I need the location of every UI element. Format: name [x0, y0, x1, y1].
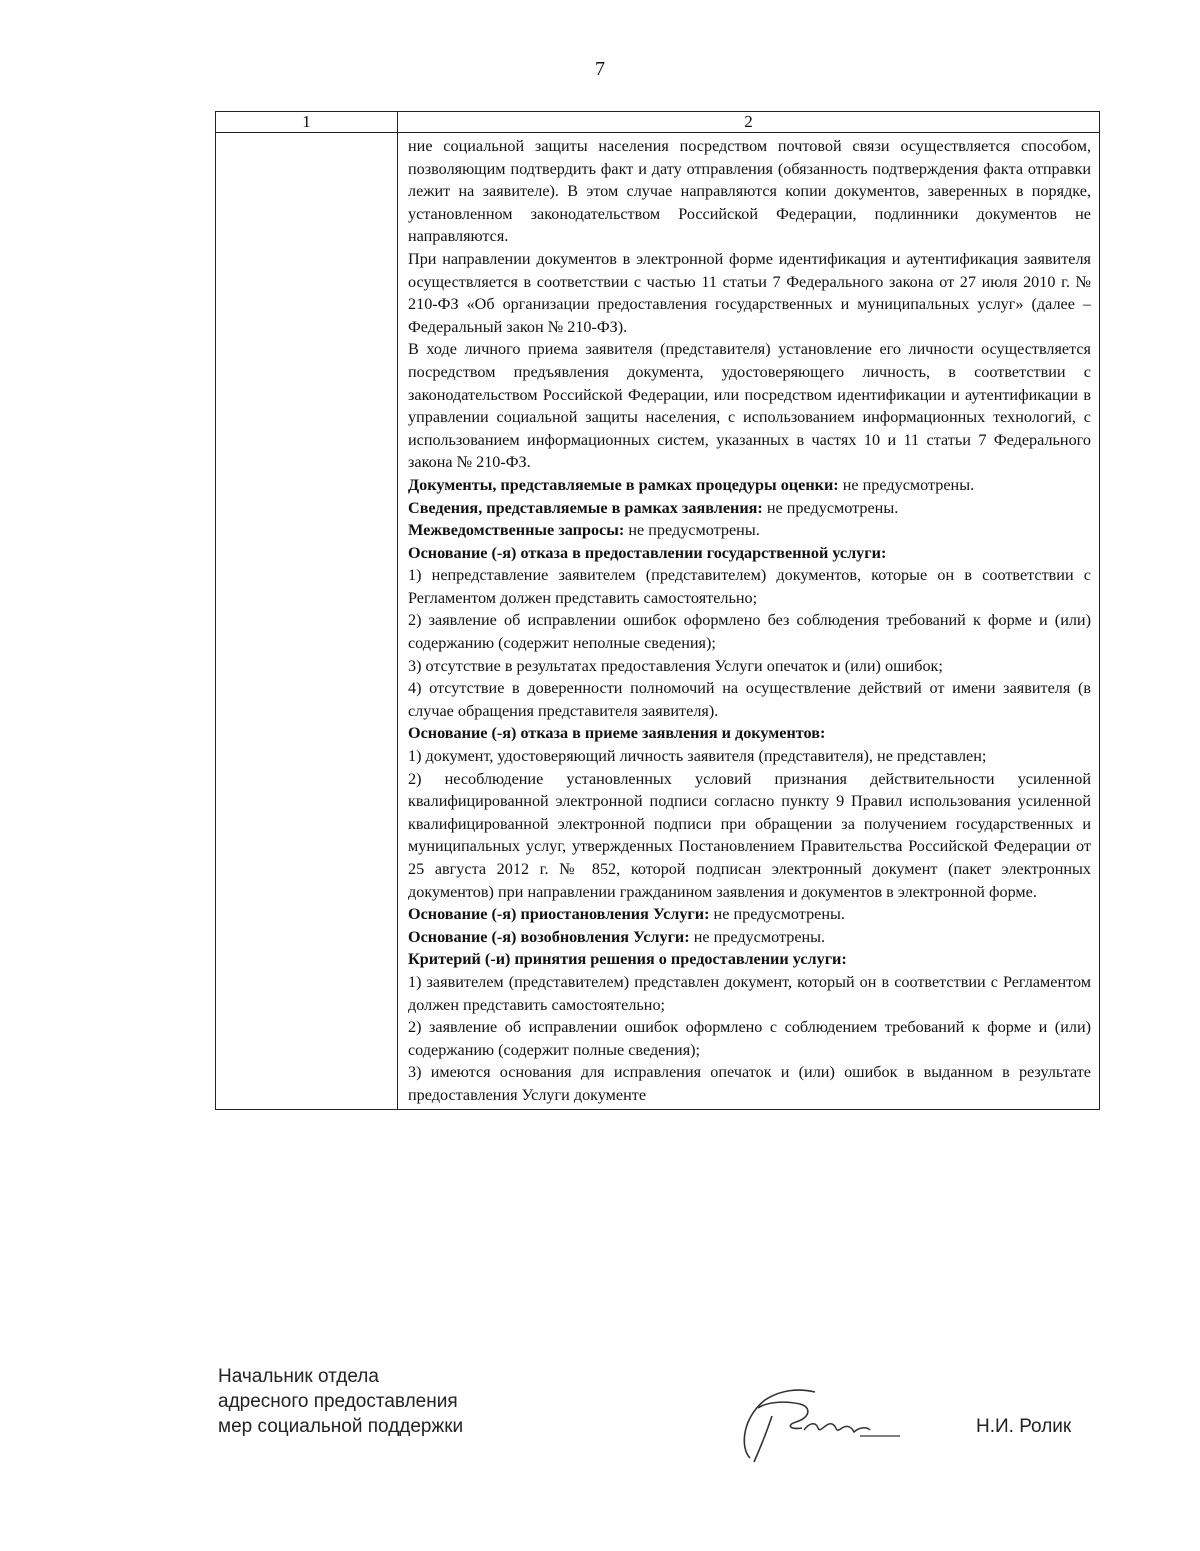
content-paragraph — [408, 677, 1091, 722]
content-paragraph — [408, 474, 1091, 497]
paragraph-text: не предусмотрены. — [838, 475, 975, 494]
content-paragraph — [408, 903, 1091, 926]
paragraph-text: 1) документ, удостоверяющий личность заявителя (представителя), не представлен; — [408, 747, 987, 766]
content-paragraph — [408, 655, 1091, 678]
signatory-title-line: адресного предоставления — [218, 1391, 458, 1412]
paragraph-text: В ходе личного приема заявителя (представителя) установление его личности осуществляется посредством предъявления документа, удостоверяющего личность, в соответствии с законодательством Российской Федерации, или посредством идентификации и аутентификации в управлении социальной защиты населения, с использованием информационных технологий, с использованием информационных систем, указанных в частях 10 и 11 статьи 7 Федерального закона № 210-ФЗ. — [408, 340, 1091, 472]
paragraph-text: не предусмотрены. — [762, 498, 899, 517]
column-header-2: 2 — [398, 112, 1100, 133]
signatory-name: Н.И. Ролик — [976, 1416, 1072, 1437]
signatory-title-line: мер социальной поддержки — [218, 1416, 464, 1437]
content-paragraph — [408, 497, 1091, 520]
table-cell-content — [398, 133, 1100, 1110]
paragraph-text: не предусмотрены. — [624, 521, 760, 540]
content-paragraph — [408, 722, 1091, 745]
paragraph-heading: Основание (-я) возобновления Услуги: — [408, 927, 690, 946]
content-paragraph — [408, 338, 1091, 474]
paragraph-text: При направлении документов в электронной форме идентификация и аутентификация заявителя осуществляется в соответствии с частью 11 статьи 7 Федерального закона от 27 июля 2010 г. № 210-ФЗ «Об организации предоставления государственных и муниципальных услуг» (далее – Федеральный закон № 210-ФЗ). — [408, 249, 1091, 336]
paragraph-heading: Основание (-я) отказа в предоставлении государственной услуги: — [408, 543, 887, 562]
paragraph-text: 2) заявление об исправлении ошибок оформлено с соблюдением требований к форме и (или) содержанию (содержит полные сведения); — [408, 1018, 1091, 1059]
content-paragraph — [408, 768, 1091, 904]
content-paragraph — [408, 519, 1091, 542]
signatory-title — [218, 1364, 463, 1439]
paragraph-heading: Критерий (-и) принятия решения о предоставлении услуги: — [408, 950, 847, 969]
content-paragraph — [408, 971, 1091, 1016]
paragraph-heading: Сведения, представляемые в рамках заявления: — [408, 498, 763, 517]
paragraph-text: 1) заявителем (представителем) представлен документ, который он в соответствии с Регламентом должен представить самостоятельно; — [408, 972, 1091, 1014]
paragraph-heading: Основание (-я) приостановления Услуги: — [408, 905, 710, 924]
paragraph-text: 3) имеются основания для исправления опечаток и (или) ошибок в выданном в результате предоставления Услуги документе — [408, 1063, 1091, 1104]
content-paragraph — [408, 926, 1091, 949]
paragraph-text: 2) несоблюдение установленных условий признания действительности усиленной квалифицированной электронной подписи согласно пункту 9 Правил использования усиленной квалифицированной электронной подписи при обращении за получением государственных и муниципальных услуг, утвержденных Постановлением Правительства Российской Федерации от 25 августа 2012 г. № 852, которой подписан электронный документ (пакет электронных документов) при направлении гражданином заявления и документов в электронной форме. — [408, 769, 1091, 901]
paragraph-text: 1) непредставление заявителем (представителем) документов, которые он в соответствии с Регламентом должен представить самостоятельно; — [408, 566, 1091, 607]
paragraph-text: 4) отсутствие в доверенности полномочий на осуществление действий от имени заявителя (в случае обращения представителя заявителя). — [408, 679, 1091, 720]
paragraph-text: не предусмотрены. — [709, 905, 845, 924]
content-paragraph — [408, 135, 1091, 248]
content-paragraph — [408, 609, 1091, 654]
paragraph-heading: Межведомственные запросы: — [408, 521, 625, 540]
paragraph-heading: Основание (-я) отказа в приеме заявления и документов: — [408, 724, 826, 743]
paragraph-text: не предусмотрены. — [689, 927, 826, 946]
content-paragraph — [408, 948, 1091, 971]
content-table — [215, 111, 1100, 1110]
paragraph-text: 3) отсутствие в результатах предоставления Услуги опечаток и (или) ошибок; — [408, 656, 943, 675]
handwritten-signature — [720, 1378, 910, 1470]
content-paragraph — [408, 248, 1091, 338]
table-header-row — [216, 112, 1100, 133]
page-number: 7 — [595, 58, 605, 80]
table-row — [216, 133, 1100, 1110]
content-paragraph — [408, 1061, 1091, 1106]
paragraph-text: 2) заявление об исправлении ошибок оформлено без соблюдения требований к форме и (или) содержанию (содержит неполные сведения); — [408, 611, 1091, 653]
content-paragraph — [408, 1016, 1091, 1061]
content-paragraph — [408, 564, 1091, 609]
content-paragraph — [408, 542, 1091, 565]
content-paragraph — [408, 745, 1091, 768]
paragraph-text: ние социальной защиты населения посредством почтовой связи осуществляется способом, позволяющим подтвердить факт и дату отправления (обязанность подтверждения факта отправки лежит на заявителе). В этом случае направляются копии документов, заверенных в порядке, установленном законодательством Российской Федерации, подлинники документов не направляются. — [408, 137, 1091, 246]
table-cell-empty — [216, 133, 398, 1110]
column-header-1: 1 — [216, 112, 398, 133]
signatory-title-line: Начальник отдела — [218, 1366, 379, 1387]
paragraph-heading: Документы, представляемые в рамках процедуры оценки: — [408, 475, 839, 494]
